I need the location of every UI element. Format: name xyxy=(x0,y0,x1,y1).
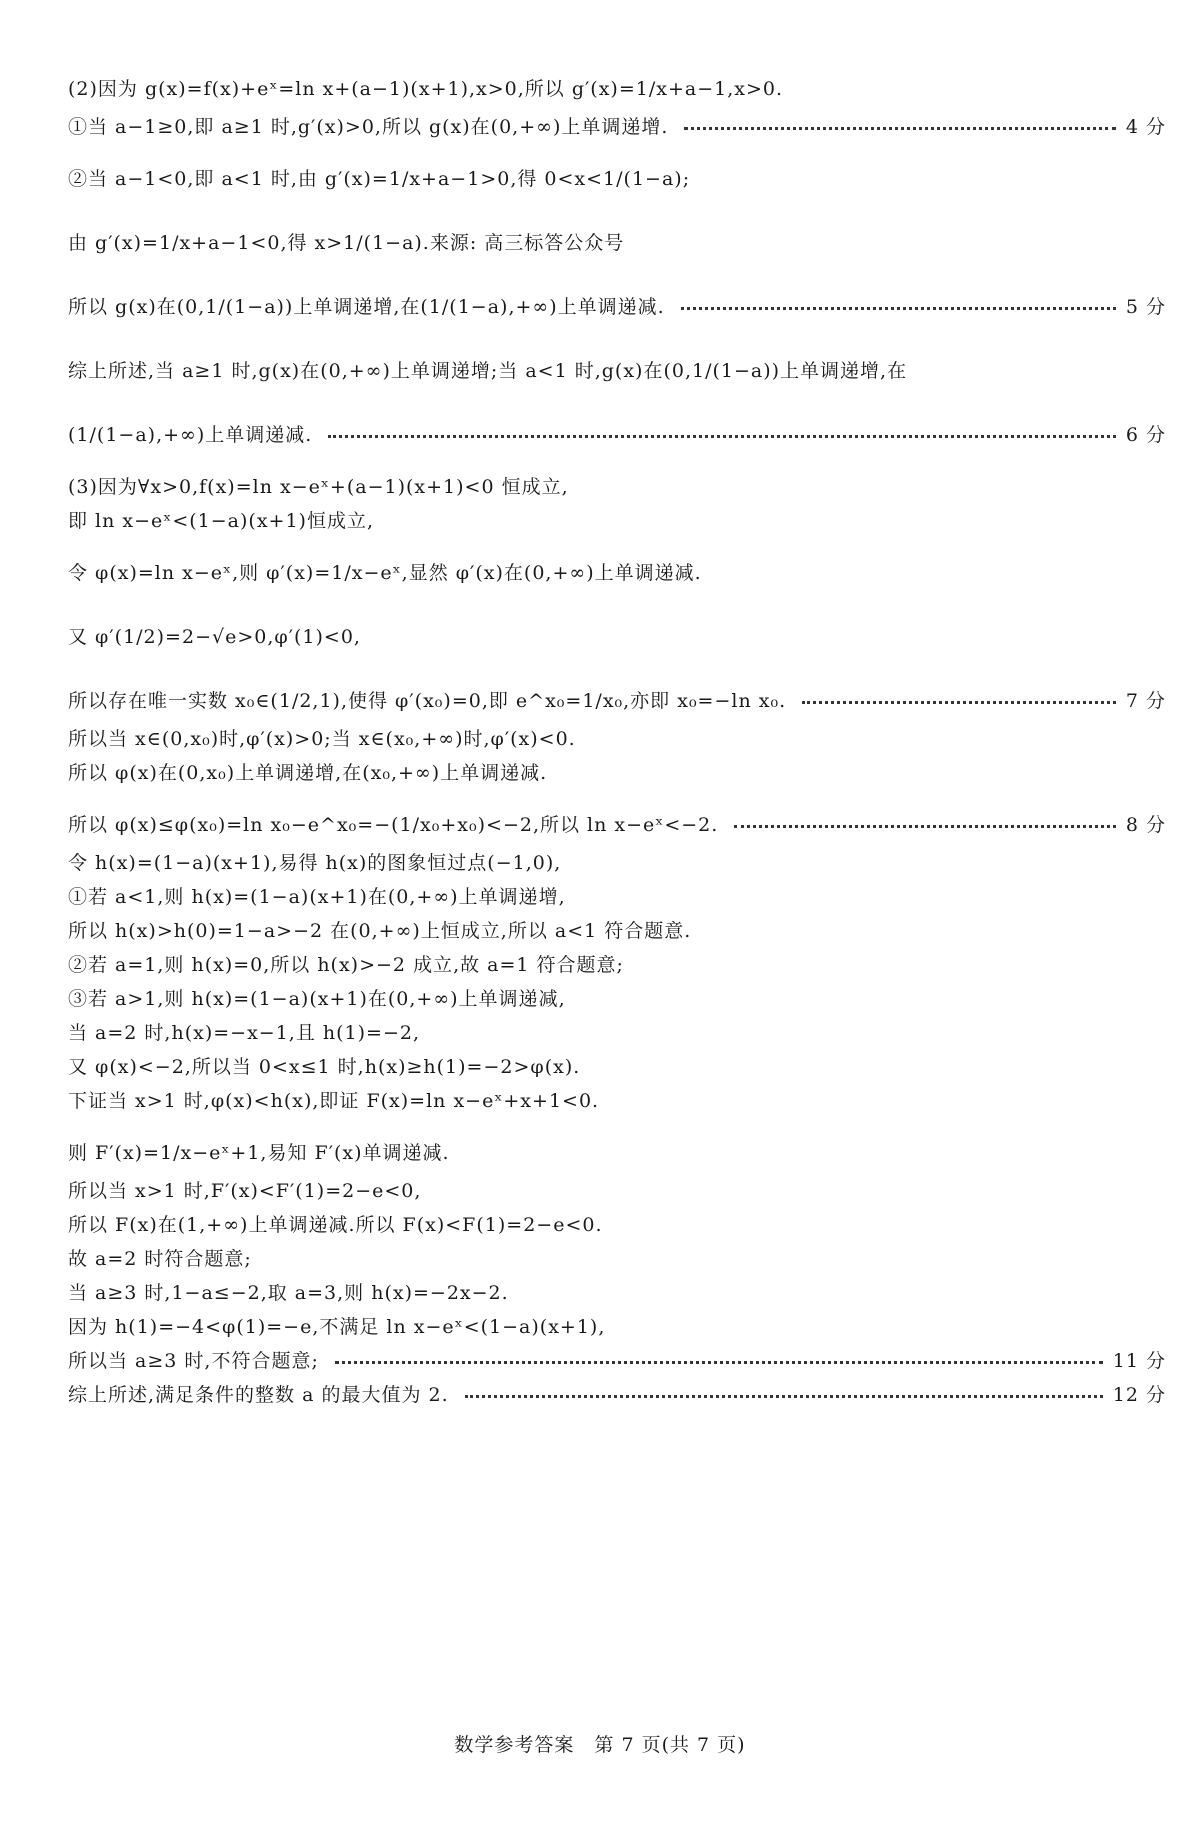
solution-line xyxy=(68,160,1166,194)
score-mark: 11 分 xyxy=(1112,1349,1166,1372)
line-text: 所以 φ(x)≤φ(x₀)=ln x₀−e^x₀=−(1/x₀+x₀)<−2,所以 ln x−eˣ<−2. xyxy=(68,813,719,836)
solution-line xyxy=(68,416,1166,450)
line-text: 综上所述,当 a≥1 时,g(x)在(0,+∞)上单调递增;当 a<1 时,g(x)在(0,1/(1−a))上单调递增,在 xyxy=(68,359,908,382)
leader-dots xyxy=(802,701,1116,704)
solution-line xyxy=(68,1342,1166,1376)
solution-line xyxy=(68,682,1166,716)
score-mark: 6 分 xyxy=(1125,423,1166,446)
solution-line xyxy=(68,1048,1166,1082)
solution-line xyxy=(68,288,1166,322)
solution-line xyxy=(68,1014,1166,1048)
line-text: 当 a≥3 时,1−a≤−2,取 a=3,则 h(x)=−2x−2. xyxy=(68,1281,509,1304)
line-text: ③若 a>1,则 h(x)=(1−a)(x+1)在(0,+∞)上单调递减, xyxy=(68,987,566,1010)
solution-line xyxy=(68,352,1166,386)
line-text: 令 φ(x)=ln x−eˣ,则 φ′(x)=1/x−eˣ,显然 φ′(x)在(0,+∞)上单调递减. xyxy=(68,561,702,584)
line-text: 所以当 x∈(0,x₀)时,φ′(x)>0;当 x∈(x₀,+∞)时,φ′(x)<0. xyxy=(68,727,576,750)
score-mark: 5 分 xyxy=(1125,295,1166,318)
solution-line xyxy=(68,1172,1166,1206)
leader-dots xyxy=(681,307,1116,310)
solution-line xyxy=(68,946,1166,980)
solution-line xyxy=(68,224,1166,258)
solution-line xyxy=(68,1308,1166,1342)
solution-line xyxy=(68,754,1166,788)
leader-dots xyxy=(465,1395,1103,1398)
solution-line xyxy=(68,1274,1166,1308)
solution-line xyxy=(68,806,1166,840)
line-text: (1/(1−a),+∞)上单调递减. xyxy=(68,423,313,446)
solution-line xyxy=(68,912,1166,946)
solution-line xyxy=(68,618,1166,652)
solution-line xyxy=(68,1376,1166,1410)
page-footer: 数学参考答案 第 7 页(共 7 页) xyxy=(454,1734,746,1756)
line-text: ①当 a−1≥0,即 a≥1 时,g′(x)>0,所以 g(x)在(0,+∞)上单调递增. xyxy=(68,115,669,138)
line-text: (2)因为 g(x)=f(x)+eˣ=ln x+(a−1)(x+1),x>0,所以 g′(x)=1/x+a−1,x>0. xyxy=(68,77,784,100)
line-text: 又 φ(x)<−2,所以当 0<x≤1 时,h(x)≥h(1)=−2>φ(x). xyxy=(68,1055,581,1078)
leader-dots xyxy=(734,825,1116,828)
line-text: 所以 φ(x)在(0,x₀)上单调递增,在(x₀,+∞)上单调递减. xyxy=(68,761,548,784)
line-text: 当 a=2 时,h(x)=−x−1,且 h(1)=−2, xyxy=(68,1021,420,1044)
solution-line xyxy=(68,1134,1166,1168)
line-text: 故 a=2 时符合题意; xyxy=(68,1247,252,1270)
line-text: 所以 h(x)>h(0)=1−a>−2 在(0,+∞)上恒成立,所以 a<1 符合题意. xyxy=(68,919,692,942)
solution-line xyxy=(68,1082,1166,1116)
line-text: (3)因为∀x>0,f(x)=ln x−eˣ+(a−1)(x+1)<0 恒成立, xyxy=(68,475,569,498)
line-text: ②若 a=1,则 h(x)=0,所以 h(x)>−2 成立,故 a=1 符合题意; xyxy=(68,953,624,976)
score-mark: 4 分 xyxy=(1125,115,1166,138)
line-text: 下证当 x>1 时,φ(x)<h(x),即证 F(x)=ln x−eˣ+x+1<0. xyxy=(68,1089,600,1112)
leader-dots xyxy=(328,435,1116,438)
line-text: 即 ln x−eˣ<(1−a)(x+1)恒成立, xyxy=(68,509,374,532)
solution-line xyxy=(68,1240,1166,1274)
line-text: ①若 a<1,则 h(x)=(1−a)(x+1)在(0,+∞)上单调递增, xyxy=(68,885,566,908)
line-text: 令 h(x)=(1−a)(x+1),易得 h(x)的图象恒过点(−1,0), xyxy=(68,851,562,874)
solution-line xyxy=(68,70,1166,104)
line-text: 又 φ′(1/2)=2−√e>0,φ′(1)<0, xyxy=(68,625,361,648)
line-text: 所以 g(x)在(0,1/(1−a))上单调递增,在(1/(1−a),+∞)上单调递减. xyxy=(68,295,665,318)
line-text: 所以当 a≥3 时,不符合题意; xyxy=(68,1349,319,1372)
solution-line xyxy=(68,554,1166,588)
score-mark: 12 分 xyxy=(1112,1383,1166,1406)
leader-dots xyxy=(684,127,1115,130)
solution-line xyxy=(68,502,1166,536)
solution-line xyxy=(68,1206,1166,1240)
line-text: 所以存在唯一实数 x₀∈(1/2,1),使得 φ′(x₀)=0,即 e^x₀=1/x₀,亦即 x₀=−ln x₀. xyxy=(68,689,787,712)
line-text: 所以 F(x)在(1,+∞)上单调递减.所以 F(x)<F(1)=2−e<0. xyxy=(68,1213,603,1236)
line-text: 综上所述,满足条件的整数 a 的最大值为 2. xyxy=(68,1383,449,1406)
solution-line xyxy=(68,468,1166,502)
line-text: ②当 a−1<0,即 a<1 时,由 g′(x)=1/x+a−1>0,得 0<x<1/(1−a); xyxy=(68,167,691,190)
solution-line xyxy=(68,720,1166,754)
solution-line xyxy=(68,878,1166,912)
line-text: 由 g′(x)=1/x+a−1<0,得 x>1/(1−a).来源: 高三标答公众号 xyxy=(68,231,625,254)
line-text: 因为 h(1)=−4<φ(1)=−e,不满足 ln x−eˣ<(1−a)(x+1), xyxy=(68,1315,606,1338)
line-text: 所以当 x>1 时,F′(x)<F′(1)=2−e<0, xyxy=(68,1179,422,1202)
line-text: 则 F′(x)=1/x−eˣ+1,易知 F′(x)单调递减. xyxy=(68,1141,450,1164)
solution-line xyxy=(68,844,1166,878)
score-mark: 8 分 xyxy=(1125,813,1166,836)
answer-page xyxy=(68,70,1166,1410)
leader-dots xyxy=(335,1361,1103,1364)
solution-line xyxy=(68,980,1166,1014)
solution-line xyxy=(68,108,1166,142)
score-mark: 7 分 xyxy=(1125,689,1166,712)
